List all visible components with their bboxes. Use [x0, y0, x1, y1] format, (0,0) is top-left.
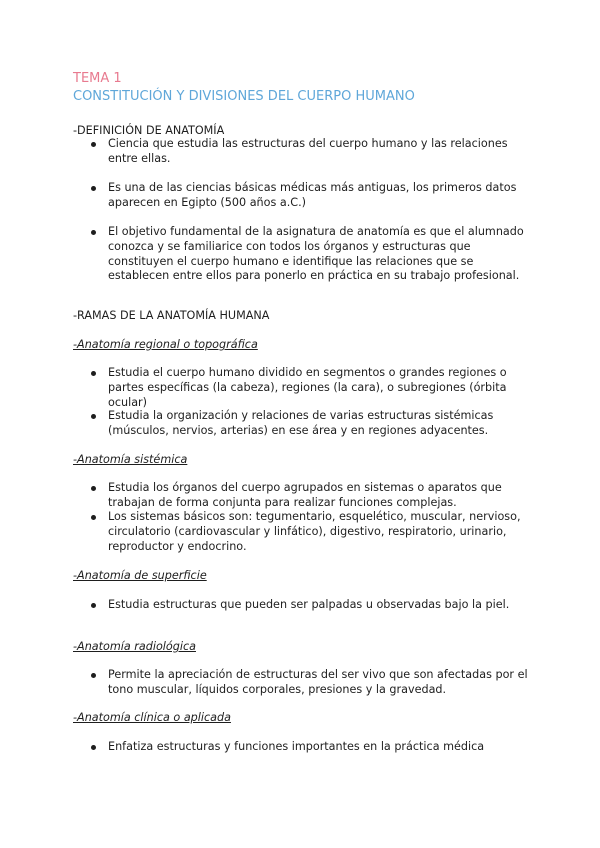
list-item: Estudia los órganos del cuerpo agrupados en sistemas o aparatos que trabajan de forma conjunta para realizar funciones complejas.: [108, 481, 528, 511]
list-item: Es una de las ciencias básicas médicas más antiguas, los primeros datos aparecen en Egipto (500 años a.C.): [108, 181, 528, 211]
tema-label: TEMA 1: [73, 71, 122, 86]
list-item: Permite la apreciación de estructuras del ser vivo que son afectadas por el tono muscular, líquidos corporales, presiones y la gravedad.: [108, 668, 528, 696]
list-item: Ciencia que estudia las estructuras del cuerpo humano y las relaciones entre ellas.: [108, 137, 528, 167]
subsection-title: -Anatomía sistémica: [73, 453, 188, 466]
list-item: Estudia el cuerpo humano dividido en segmentos o grandes regiones o partes específicas (la cabeza), regiones (la cara), o subregiones (órbita ocular): [108, 366, 528, 410]
list-item: Los sistemas básicos son: tegumentario, esquelético, muscular, nervioso, circulatorio (cardiovascular y linfático), digestivo, respiratorio, urinario, reproductor y endocrino.: [108, 510, 528, 554]
list-item: Enfatiza estructuras y funciones importantes en la práctica médica: [108, 740, 528, 755]
subsection-title: -Anatomía de superficie: [73, 569, 207, 582]
ramas-heading: -RAMAS DE LA ANATOMÍA HUMANA: [73, 309, 270, 322]
page-title: CONSTITUCIÓN Y DIVISIONES DEL CUERPO HUMANO: [73, 89, 415, 104]
subsection-title: -Anatomía regional o topográfica: [73, 338, 258, 351]
subsection-title: -Anatomía radiológica: [73, 640, 196, 653]
subsection-title: -Anatomía clínica o aplicada: [73, 711, 231, 724]
list-item: El objetivo fundamental de la asignatura de anatomía es que el alumnado conozca y se familiarice con todos los órganos y estructuras que constituyen el cuerpo humano e identifique las relaciones que se establecen entre ellos para ponerlo en práctica en su trabajo profesional.: [108, 225, 528, 284]
list-item: Estudia la organización y relaciones de varias estructuras sistémicas (músculos, nervios, arterias) en ese área y en regiones adyacentes.: [108, 409, 528, 439]
list-item: Estudia estructuras que pueden ser palpadas u observadas bajo la piel.: [108, 598, 528, 613]
definicion-heading: -DEFINICIÓN DE ANATOMÍA: [73, 124, 225, 137]
